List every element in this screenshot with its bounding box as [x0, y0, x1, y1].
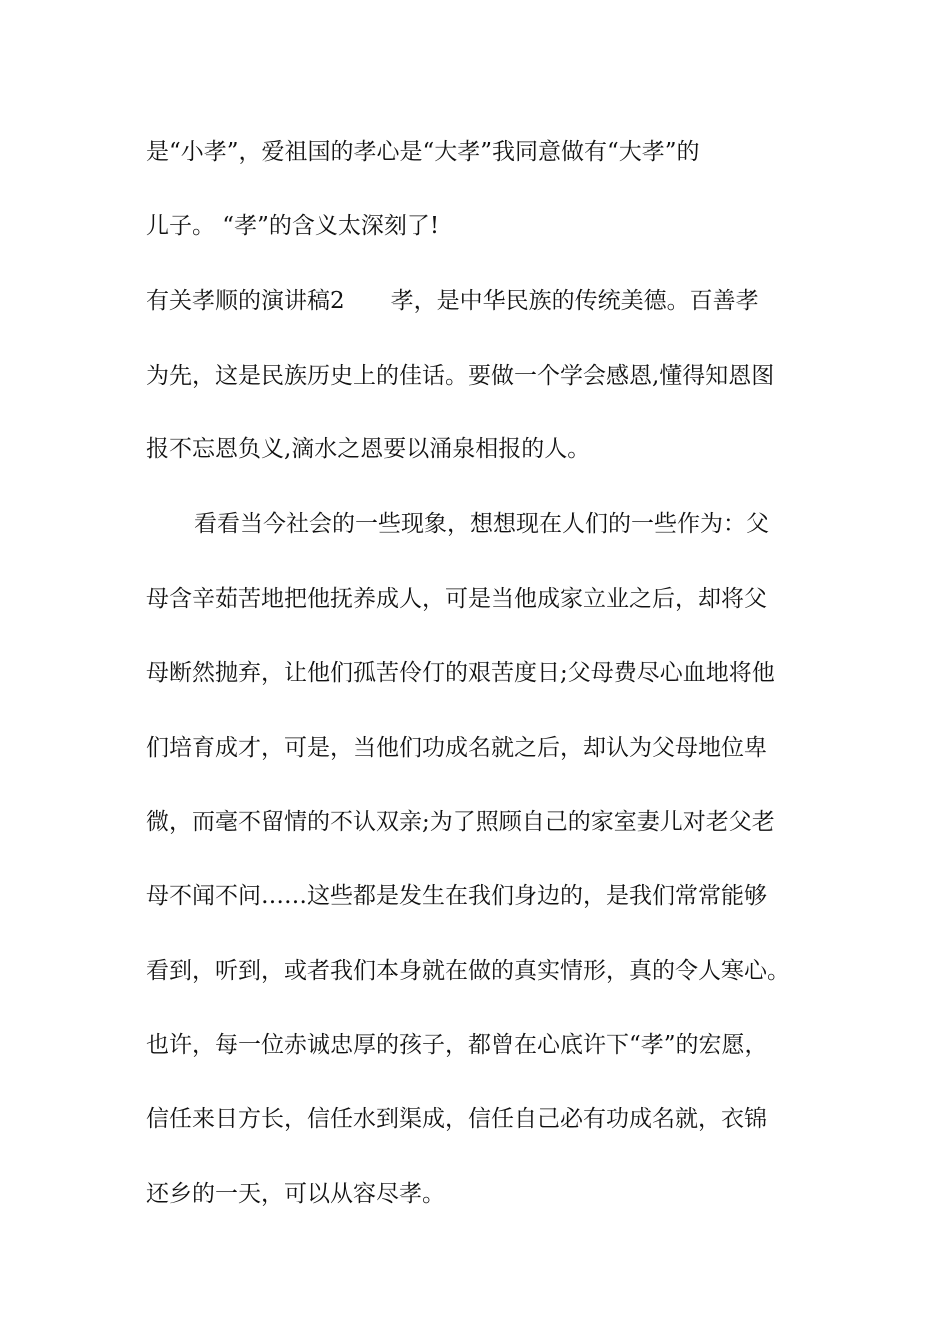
section-heading-line: 有关孝顺的演讲稿2 孝，是中华民族的传统美德。百善孝: [146, 288, 759, 314]
text-line-1: 是“小孝”，爱祖国的孝心是“大孝”我同意做有“大孝”的: [146, 139, 700, 165]
text-line-9: 们培育成才，可是，当他们功成名就之后，却认为父母地位卑: [146, 735, 767, 761]
text-line-2: 儿子。 “孝”的含义太深刻了!: [146, 213, 440, 239]
text-line-7: 母含辛茹苦地把他抚养成人，可是当他成家立业之后，却将父: [146, 586, 767, 612]
text-line-8: 母断然抛弃，让他们孤苦伶仃的艰苦度日;父母费尽心血地将他: [146, 660, 775, 686]
text-line-12: 看到，听到，或者我们本身就在做的真实情形，真的令人寒心。: [146, 958, 790, 984]
text-line-10: 微，而毫不留情的不认双亲;为了照顾自己的家室妻儿对老父老: [146, 809, 775, 835]
text-line-15: 还乡的一天，可以从容尽孝。: [146, 1181, 445, 1207]
text-line-14: 信任来日方长，信任水到渠成，信任自己必有功成名就，衣锦: [146, 1106, 767, 1132]
text-line-5: 报不忘恩负义,滴水之恩要以涌泉相报的人。: [146, 436, 591, 462]
paragraph-start-line: 看看当今社会的一些现象，想想现在人们的一些作为：父: [194, 511, 769, 537]
text-line-13: 也许，每一位赤诚忠厚的孩子，都曾在心底许下“孝”的宏愿，: [146, 1032, 768, 1058]
text-line-4: 为先，这是民族历史上的佳话。要做一个学会感恩,懂得知恩图: [146, 363, 775, 389]
text-line-11: 母不闻不问……这些都是发生在我们身边的，是我们常常能够: [146, 883, 767, 909]
